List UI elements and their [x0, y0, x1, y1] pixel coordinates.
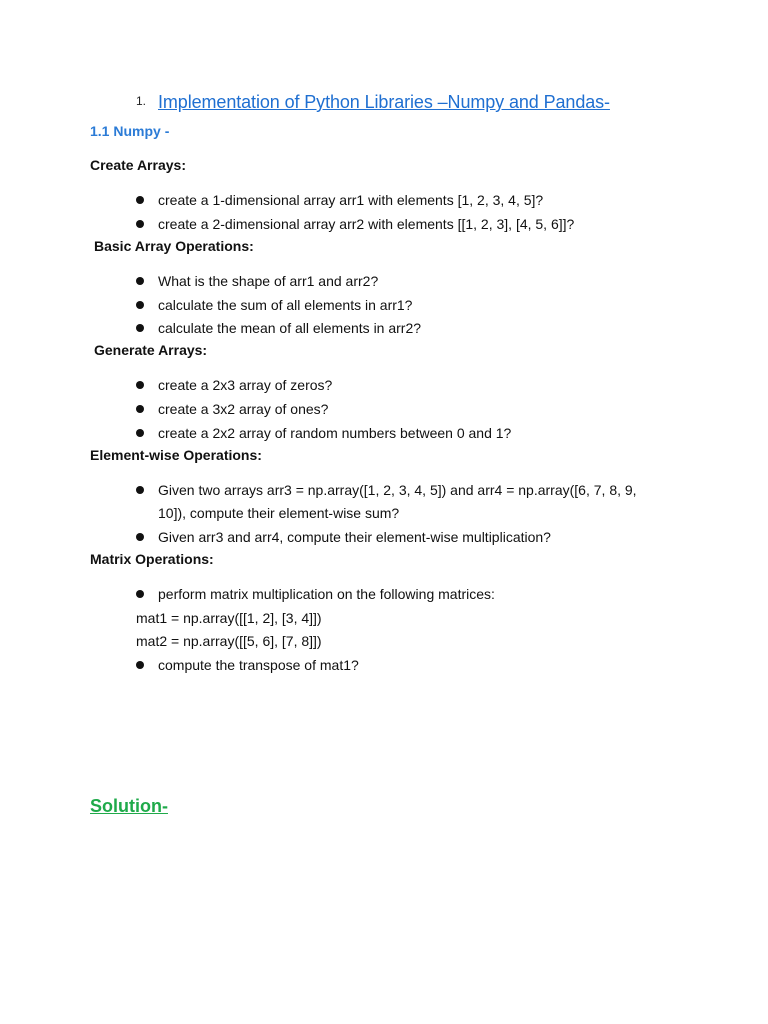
mat2-definition: mat2 = np.array([[5, 6], [7, 8]]) — [136, 633, 322, 649]
section-label-matrix-ops: Matrix Operations: — [90, 551, 214, 567]
list-item-text: What is the shape of arr1 and arr2? — [158, 273, 379, 289]
list-item — [136, 189, 543, 212]
list-item — [136, 270, 378, 293]
mat1-definition: mat1 = np.array([[1, 2], [3, 4]]) — [136, 610, 322, 626]
list-item — [136, 374, 332, 397]
bullet-icon — [136, 301, 144, 309]
list-item-text: create a 3x2 array of ones? — [158, 401, 329, 417]
list-item-text: perform matrix multiplication on the following matrices: — [158, 586, 495, 602]
list-item — [136, 294, 412, 317]
list-item-text: calculate the mean of all elements in arr2? — [158, 320, 422, 336]
bullet-icon — [136, 381, 144, 389]
list-item-text: create a 2-dimensional array arr2 with elements [[1, 2, 3], [4, 5, 6]]? — [158, 216, 575, 232]
bullet-icon — [136, 429, 144, 437]
list-item-text: compute the transpose of mat1? — [158, 657, 359, 673]
solution-heading: Solution- — [90, 796, 168, 816]
section-label-generate-arrays: Generate Arrays: — [94, 342, 208, 358]
list-item-text: create a 1-dimensional array arr1 with elements [1, 2, 3, 4, 5]? — [158, 192, 544, 208]
bullet-icon — [136, 661, 144, 669]
bullet-icon — [136, 405, 144, 413]
list-item — [136, 398, 328, 421]
list-item-text: calculate the sum of all elements in arr1? — [158, 297, 413, 313]
main-heading — [136, 92, 610, 113]
bullet-icon — [136, 590, 144, 598]
section-label-basic-ops: Basic Array Operations: — [94, 238, 254, 254]
list-item-text: create a 2x2 array of random numbers between 0 and 1? — [158, 425, 512, 441]
list-item — [136, 422, 511, 445]
bullet-icon — [136, 277, 144, 285]
list-item — [136, 213, 574, 236]
list-item-text-continued: 10]), compute their element-wise sum? — [158, 505, 400, 521]
bullet-icon — [136, 533, 144, 541]
subheading-numpy: 1.1 Numpy - — [90, 123, 170, 139]
heading-title: Implementation of Python Libraries –Numpy and Pandas- — [158, 92, 610, 112]
list-item — [136, 583, 495, 606]
section-label-create-arrays: Create Arrays: — [90, 157, 186, 173]
section-label-elementwise: Element-wise Operations: — [90, 447, 262, 463]
list-item — [136, 654, 359, 677]
list-item-text: Given two arrays arr3 = np.array([1, 2, 3, 4, 5]) and arr4 = np.array([6, 7, 8, 9, — [158, 482, 637, 498]
heading-number: 1. — [136, 94, 147, 108]
bullet-icon — [136, 324, 144, 332]
list-item — [136, 479, 637, 525]
bullet-icon — [136, 196, 144, 204]
bullet-icon — [136, 486, 144, 494]
bullet-icon — [136, 220, 144, 228]
list-item — [136, 526, 551, 549]
list-item-text: create a 2x3 array of zeros? — [158, 377, 333, 393]
list-item-text: Given arr3 and arr4, compute their element-wise multiplication? — [158, 529, 551, 545]
list-item — [136, 317, 421, 340]
